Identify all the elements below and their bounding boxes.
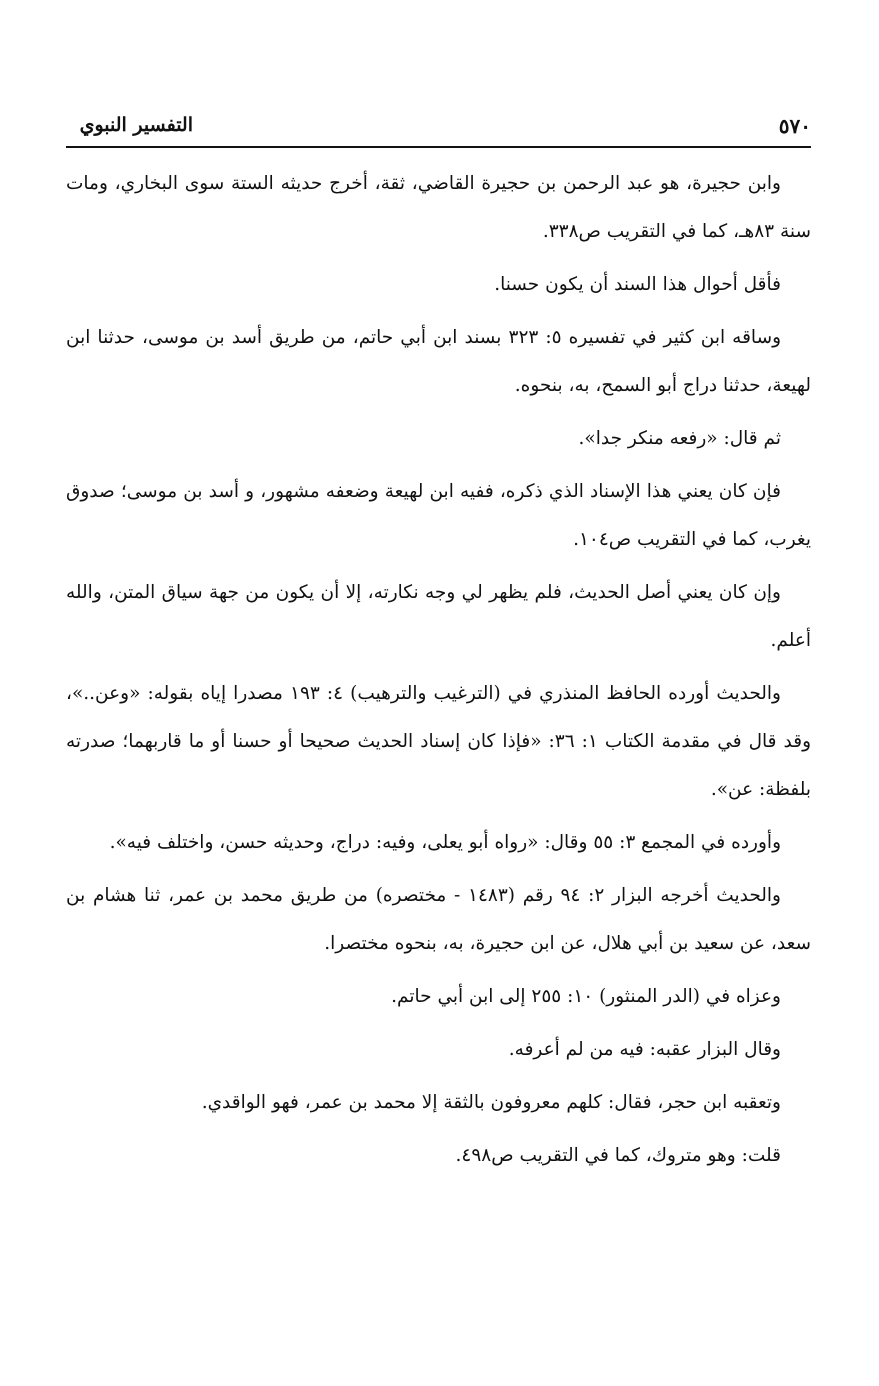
page-number: ٥٧٠ [778,114,811,138]
paragraph-bazzar-comment: وقال البزار عقبه: فيه من لم أعرفه. [508,1039,781,1060]
paragraph-matn-note: وإن كان يعني أصل الحديث، فلم يظهر لي وجه نكارته، إلا أن يكون من جهة سياق المتن، والله أعلم. [66,582,811,651]
running-title: التفسير النبوي [79,114,193,136]
paragraph-ibn-hujayra: وابن حجيرة، هو عبد الرحمن بن حجيرة القاضي، ثقة، أخرج حديثه الستة سوى البخاري، ومات سنة ٨٣هـ، كما في التقريب ص٣٣٨. [66,173,811,242]
paragraph-bazzar: والحديث أخرجه البزار ٢: ٩٤ رقم (١٤٨٣ - مختصره) من طريق محمد بن عمر، ثنا هشام بن سعد، عن سعيد بن أبي هلال، عن ابن حجيرة، به، بنحوه مختصرا. [66,885,811,954]
paragraph-ibn-hajar: وتعقبه ابن حجر، فقال: كلهم معروفون بالثقة إلا محمد بن عمر، فهو الواقدي. [201,1092,781,1113]
page-body [66,160,811,1185]
paragraph-isnad-critique: فإن كان يعني هذا الإسناد الذي ذكره، ففيه ابن لهيعة وضعفه مشهور، و أسد بن موسى؛ صدوق يغرب، كما في التقريب ص١٠٤. [66,481,811,550]
paragraph-mundhiri: والحديث أورده الحافظ المنذري في (الترغيب والترهيب) ٤: ١٩٣ مصدرا إياه بقوله: «وعن..»، وقد قال في مقدمة الكتاب ١: ٣٦: «فإذا كان إسناد الحديث صحيحا أو حسنا أو ما قاربهما؛ صدرته بلفظة: عن». [66,683,811,800]
running-header [66,112,811,148]
paragraph-isnad-hasan: فأقل أحوال هذا السند أن يكون حسنا. [494,274,781,295]
paragraph-ibn-kathir: وساقه ابن كثير في تفسيره ٥: ٣٢٣ بسند ابن أبي حاتم، من طريق أسد بن موسى، حدثنا ابن لهيعة، حدثنا دراج أبو السمح، به، بنحوه. [66,327,811,396]
paragraph-majma: وأورده في المجمع ٣: ٥٥ وقال: «رواه أبو يعلى، وفيه: دراج، وحديثه حسن، واختلف فيه». [109,832,781,853]
paragraph-durr-manthur: وعزاه في (الدر المنثور) ١٠: ٢٥٥ إلى ابن أبي حاتم. [391,986,781,1007]
paragraph-munkar-quote: ثم قال: «رفعه منكر جدا». [578,428,781,449]
paragraph-conclusion: قلت: وهو متروك، كما في التقريب ص٤٩٨. [455,1145,781,1166]
